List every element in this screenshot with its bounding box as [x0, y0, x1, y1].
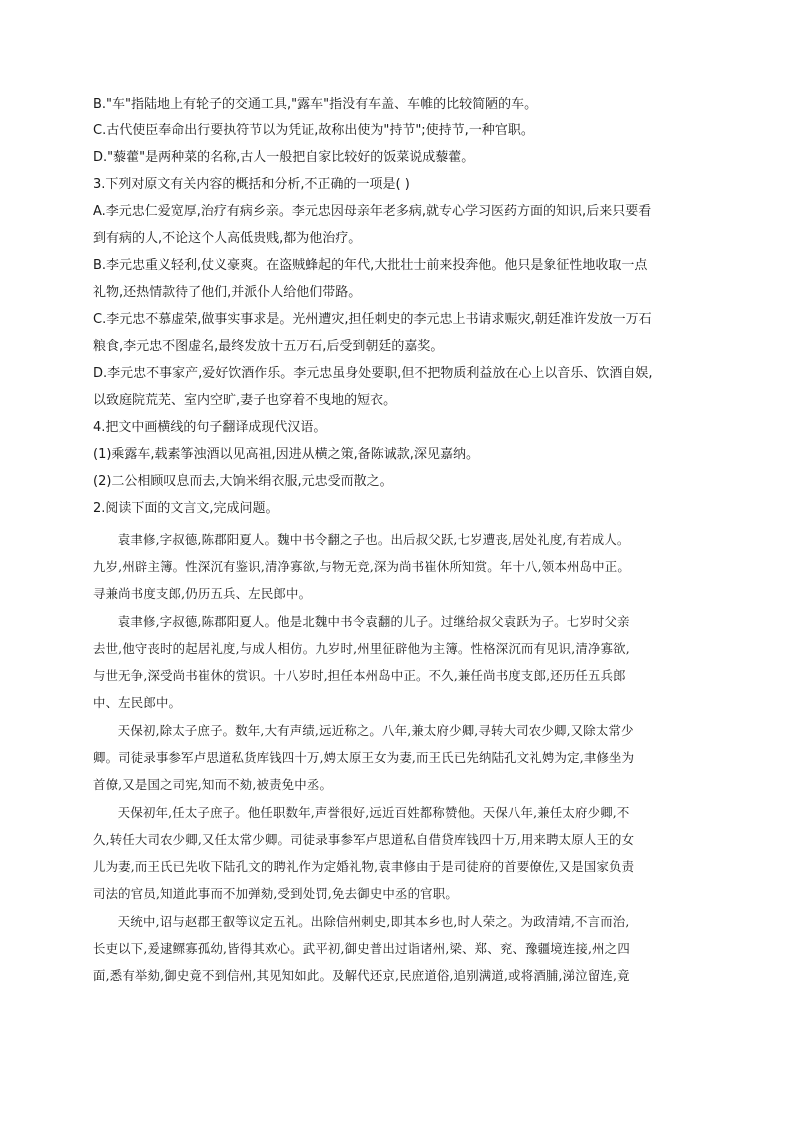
passage-line: 九岁,州辟主簿。性深沉有鉴识,清净寡欲,与物无竞,深为尚书崔休所知赏。年十八,领本州岛中正。 [93, 559, 630, 574]
option-d: D."藜藿"是两种菜的名称,古人一般把自家比较好的饭菜说成藜藿。 [93, 150, 475, 165]
question-3-option-b: B.李元忠重义轻利,仗义豪爽。在盗贼蜂起的年代,大批壮士前来投奔他。他只是象征性地收取一点 [93, 258, 648, 273]
question-3-option-d-cont: 以致庭院荒芜、室内空旷,妻子也穿着不曳地的短衣。 [93, 393, 397, 408]
question-3-option-c: C.李元忠不慕虚荣,做事实事求是。光州遭灾,担任刺史的李元忠上书请求赈灾,朝廷准许发放一万石 [93, 312, 652, 327]
translation-line: 久,转任大司农少卿,又任太常少卿。司徒录事参军卢思道私自借贷库钱四十万,用来聘太原人王的女 [93, 832, 635, 847]
question-4-item-2: (2)二公相顾叹息而去,大饷米绢衣服,元忠受而散之。 [93, 474, 393, 489]
translation-line: 天保初年,任太子庶子。他任职数年,声誉很好,远近百姓都称赞他。天保八年,兼任太府少卿,不 [117, 805, 630, 820]
passage-line: 袁聿修,字叔德,陈郡阳夏人。魏中书令翻之子也。出后叔父跃,七岁遭丧,居处礼度,有若成人。 [117, 532, 630, 547]
question-3-option-a-cont: 到有病的人,不论这个人高低贵贱,都为他治疗。 [93, 231, 362, 246]
translation-line: 儿为妻,而王氏已先收下陆孔文的聘礼作为定婚礼物,袁聿修由于是司徒府的首要僚佐,又是国家负责 [93, 859, 635, 874]
section-2-title: 2.阅读下面的文言文,完成问题。 [93, 501, 279, 516]
question-4-item-1: (1)乘露车,载素筝浊酒以见高祖,因进从横之策,备陈诚款,深见嘉纳。 [93, 447, 479, 462]
passage-line: 长吏以下,爰逮鳏寡孤幼,皆得其欢心。武平初,御史普出过诣诸州,梁、郑、兖、豫疆境连接,州之四 [93, 941, 630, 956]
question-3-option-c-cont: 粮食,李元忠不图虚名,最终发放十五万石,后受到朝廷的嘉奖。 [93, 339, 444, 354]
passage-line: 寻兼尚书度支郎,仍历五兵、左民郎中。 [93, 586, 312, 601]
option-c: C.古代使臣奉命出行要执符节以为凭证,故称出使为"持节";使持节,一种官职。 [93, 123, 534, 138]
option-b: B."车"指陆地上有轮子的交通工具,"露车"指没有车盖、车帷的比较简陋的车。 [93, 97, 538, 112]
question-3-stem: 3.下列对原文有关内容的概括和分析,不正确的一项是( ) [93, 177, 410, 192]
translation-line: 中、左民郎中。 [93, 695, 182, 710]
translation-line: 与世无争,深受尚书崔休的赏识。十八岁时,担任本州岛中正。不久,兼任尚书度支郎,还历任五兵郎 [93, 668, 626, 683]
question-3-option-b-cont: 礼物,还热情款待了他们,并派仆人给他们带路。 [93, 285, 362, 300]
question-4-stem: 4.把文中画横线的句子翻译成现代汉语。 [93, 420, 327, 435]
passage-line: 卿。司徒录事参军卢思道私货库钱四十万,娉太原王女为妻,而王氏已先纳陆孔文礼娉为定,聿修坐为 [93, 750, 635, 765]
translation-line: 袁聿修,字叔德,陈郡阳夏人。他是北魏中书令袁翻的儿子。过继给叔父袁跃为子。七岁时父亲 [117, 614, 630, 629]
passage-line: 天统中,诏与赵郡王叡等议定五礼。出除信州刺史,即其本乡也,时人荣之。为政清靖,不言而治, [117, 914, 630, 929]
question-3-option-a: A.李元忠仁爱宽厚,治疗有病乡亲。李元忠因母亲年老多病,就专心学习医药方面的知识,后来只要看 [93, 204, 652, 219]
translation-line: 去世,他守丧时的起居礼度,与成人相仿。九岁时,州里征辟他为主簿。性格深沉而有见识,清净寡欲, [93, 641, 630, 656]
passage-line: 面,悉有举劾,御史竟不到信州,其见知如此。及解代还京,民庶道俗,追别满道,或将酒脯,涕泣留连,竟 [93, 968, 630, 983]
question-3-option-d: D.李元忠不事家产,爱好饮酒作乐。李元忠虽身处要职,但不把物质利益放在心上以音乐、饮酒自娱, [93, 366, 653, 381]
translation-line: 司法的官员,知道此事而不加弹劾,受到处罚,免去御史中丞的官职。 [93, 886, 458, 901]
passage-line: 天保初,除太子庶子。数年,大有声绩,远近称之。八年,兼太府少卿,寻转大司农少卿,又除太常少 [117, 723, 634, 738]
passage-line: 首僚,又是国之司宪,知而不劾,被责免中丞。 [93, 777, 333, 792]
